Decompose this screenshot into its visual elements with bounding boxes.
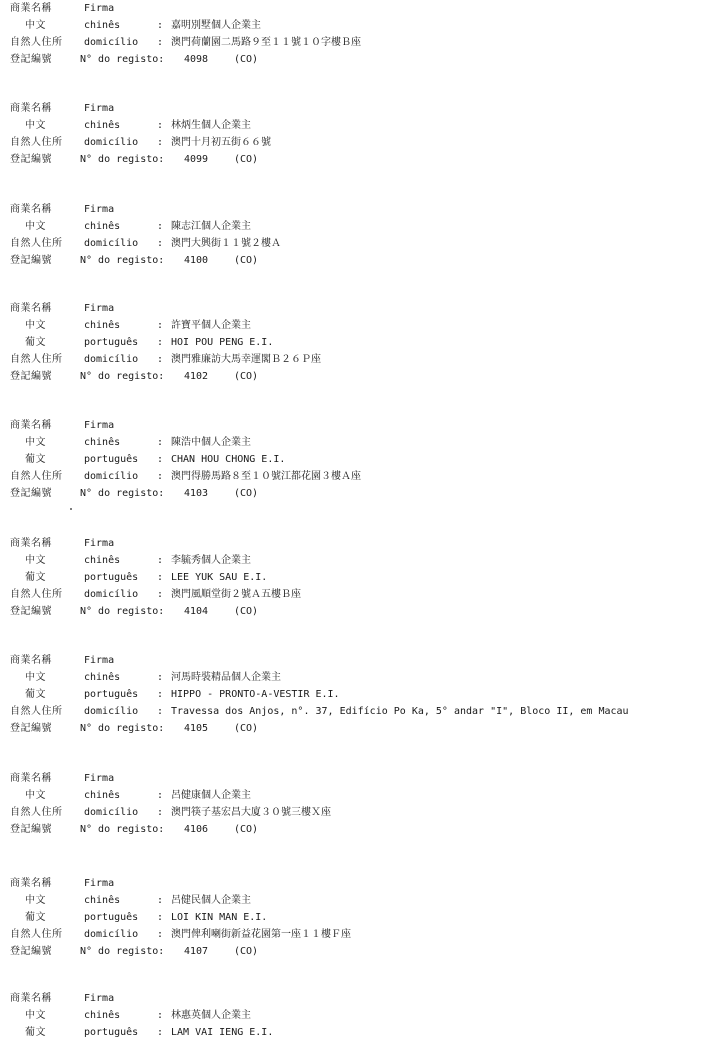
registry-entry (10, 535, 710, 620)
label-pt: N° do registo: (80, 606, 165, 617)
label-zh: 登記編號 (10, 371, 52, 382)
label-zh: 葡文 (25, 912, 46, 923)
chines-line (10, 17, 710, 34)
separator-colon: : (157, 437, 164, 448)
separator-colon: : (157, 20, 164, 31)
field-value: 澳門俾利喇街新益花園第一座１１樓Ｆ座 (171, 929, 351, 940)
registo-line (10, 603, 710, 620)
separator-colon: : (157, 895, 164, 906)
separator-colon: : (157, 137, 164, 148)
separator-colon: : (157, 555, 164, 566)
label-pt: chinês (84, 437, 121, 448)
label-pt: N° do registo: (80, 371, 165, 382)
label-zh: 登記編號 (10, 824, 52, 835)
portugues-line (10, 569, 710, 586)
registo-number: 4104 (184, 606, 209, 617)
chines-line (10, 117, 710, 134)
label-zh: 中文 (25, 895, 46, 906)
label-zh: 商業名稱 (10, 538, 52, 549)
label-pt: Firma (84, 538, 115, 549)
label-zh: 中文 (25, 790, 46, 801)
chines-line (10, 317, 710, 334)
label-pt: português (84, 454, 139, 465)
registo-line (10, 252, 710, 269)
label-pt: chinês (84, 1010, 121, 1021)
label-pt: Firma (84, 303, 115, 314)
label-pt: português (84, 1027, 139, 1038)
field-value: 嘉明別墅個人企業主 (171, 20, 261, 31)
chines-line (10, 218, 710, 235)
registo-number: 4105 (184, 723, 209, 734)
label-zh: 中文 (25, 1010, 46, 1021)
registry-entry (10, 417, 710, 502)
chines-line (10, 1007, 710, 1024)
label-zh: 中文 (25, 437, 46, 448)
chines-line (10, 434, 710, 451)
separator-colon: : (157, 1010, 164, 1021)
field-value: HIPPO - PRONTO-A-VESTIR E.I. (171, 689, 340, 700)
label-zh: 登記編號 (10, 54, 52, 65)
field-value: 陳志江個人企業主 (171, 221, 251, 232)
label-pt: domicílio (84, 354, 139, 365)
portugues-line (10, 686, 710, 703)
label-pt: domicílio (84, 37, 139, 48)
field-value: 陳浩中個人企業主 (171, 437, 251, 448)
label-zh: 葡文 (25, 689, 46, 700)
label-pt: domicílio (84, 238, 139, 249)
label-zh: 商業名稱 (10, 993, 52, 1004)
label-pt: N° do registo: (80, 154, 165, 165)
registry-entry (10, 875, 710, 960)
registry-entry (10, 201, 710, 269)
label-zh: 自然人住所 (10, 238, 63, 249)
label-zh: 自然人住所 (10, 37, 63, 48)
field-value: 澳門十月初五街６６號 (171, 137, 271, 148)
field-value: LEE YUK SAU E.I. (171, 572, 268, 583)
label-pt: domicílio (84, 706, 139, 717)
label-pt: chinês (84, 20, 121, 31)
registo-number: 4106 (184, 824, 209, 835)
registo-suffix: (CO) (234, 946, 259, 957)
label-zh: 商業名稱 (10, 878, 52, 889)
field-value: 許寶平個人企業主 (171, 320, 251, 331)
separator-colon: : (157, 221, 164, 232)
label-zh: 登記編號 (10, 154, 52, 165)
separator-colon: : (157, 807, 164, 818)
field-value: 澳門筷子基宏昌大廈３０號三樓Ｘ座 (171, 807, 331, 818)
field-value: 林惠英個人企業主 (171, 1010, 251, 1021)
chines-line (10, 669, 710, 686)
label-zh: 中文 (25, 120, 46, 131)
label-zh: 登記編號 (10, 606, 52, 617)
registo-suffix: (CO) (234, 606, 259, 617)
registo-number: 4102 (184, 371, 209, 382)
label-zh: 商業名稱 (10, 420, 52, 431)
label-pt: domicílio (84, 807, 139, 818)
field-value: 李毓秀個人企業主 (171, 555, 251, 566)
separator-colon: : (157, 929, 164, 940)
field-value: 澳門大興街１１號２樓Ａ (171, 238, 281, 249)
separator-colon: : (157, 37, 164, 48)
label-pt: Firma (84, 103, 115, 114)
separator-colon: : (157, 672, 164, 683)
field-value: 澳門荷蘭園二馬路９至１１號１０字樓Ｂ座 (171, 37, 361, 48)
label-zh: 商業名稱 (10, 3, 52, 14)
portugues-line (10, 334, 710, 351)
registo-line (10, 368, 710, 385)
label-zh: 自然人住所 (10, 589, 63, 600)
registo-suffix: (CO) (234, 723, 259, 734)
domicilio-line (10, 468, 710, 485)
label-pt: chinês (84, 120, 121, 131)
label-pt: português (84, 337, 139, 348)
label-zh: 自然人住所 (10, 354, 63, 365)
domicilio-line (10, 235, 710, 252)
registo-suffix: (CO) (234, 371, 259, 382)
label-pt: Firma (84, 878, 115, 889)
registo-line (10, 821, 710, 838)
label-zh: 登記編號 (10, 946, 52, 957)
separator-colon: : (157, 589, 164, 600)
field-value: CHAN HOU CHONG E.I. (171, 454, 286, 465)
registry-entry (10, 300, 710, 385)
registo-number: 4100 (184, 255, 209, 266)
field-value: 澳門風順堂街２號Ａ五樓Ｂ座 (171, 589, 301, 600)
label-pt: português (84, 689, 139, 700)
label-zh: 葡文 (25, 572, 46, 583)
registo-suffix: (CO) (234, 255, 259, 266)
separator-colon: : (157, 354, 164, 365)
chines-line (10, 552, 710, 569)
domicilio-line (10, 134, 710, 151)
field-value: 澳門雅廉訪大馬幸運閣Ｂ２６Ｐ座 (171, 354, 321, 365)
separator-colon: : (157, 790, 164, 801)
registry-entry (10, 100, 710, 168)
registry-entry (10, 652, 710, 737)
label-pt: domicílio (84, 137, 139, 148)
label-pt: N° do registo: (80, 255, 165, 266)
label-pt: Firma (84, 3, 115, 14)
label-pt: Firma (84, 993, 115, 1004)
firma-line (10, 100, 710, 117)
field-value: 林炳生個人企業主 (171, 120, 251, 131)
label-zh: 商業名稱 (10, 655, 52, 666)
label-pt: Firma (84, 204, 115, 215)
label-pt: N° do registo: (80, 54, 165, 65)
label-zh: 葡文 (25, 1027, 46, 1038)
registo-number: 4099 (184, 154, 209, 165)
domicilio-line (10, 586, 710, 603)
label-pt: chinês (84, 895, 121, 906)
domicilio-line (10, 926, 710, 943)
field-value: 呂健民個人企業主 (171, 895, 251, 906)
firma-line (10, 535, 710, 552)
label-pt: domicílio (84, 589, 139, 600)
label-pt: Firma (84, 773, 115, 784)
label-zh: 登記編號 (10, 488, 52, 499)
registo-number: 4103 (184, 488, 209, 499)
domicilio-line (10, 351, 710, 368)
label-pt: chinês (84, 555, 121, 566)
label-zh: 葡文 (25, 454, 46, 465)
separator-colon: : (157, 912, 164, 923)
field-value: LOI KIN MAN E.I. (171, 912, 268, 923)
separator-colon: : (157, 320, 164, 331)
label-pt: Firma (84, 420, 115, 431)
field-value: 河馬時裝精品個人企業主 (171, 672, 281, 683)
firma-line (10, 875, 710, 892)
registry-entry (10, 990, 710, 1041)
label-zh: 中文 (25, 555, 46, 566)
field-value: 呂健康個人企業主 (171, 790, 251, 801)
label-pt: N° do registo: (80, 723, 165, 734)
registo-suffix: (CO) (234, 54, 259, 65)
field-value: Travessa dos Anjos, n°. 37, Edifício Po Ka, 5° andar "I", Bloco II, em Macau (171, 706, 629, 717)
registry-entry (10, 770, 710, 838)
registry-entry (10, 0, 710, 68)
firma-line (10, 0, 710, 17)
firma-line (10, 770, 710, 787)
chines-line (10, 892, 710, 909)
label-zh: 商業名稱 (10, 103, 52, 114)
chines-line (10, 787, 710, 804)
label-pt: N° do registo: (80, 946, 165, 957)
scan-speck (70, 508, 72, 510)
firma-line (10, 300, 710, 317)
separator-colon: : (157, 689, 164, 700)
separator-colon: : (157, 337, 164, 348)
domicilio-line (10, 34, 710, 51)
label-pt: N° do registo: (80, 488, 165, 499)
field-value: LAM VAI IENG E.I. (171, 1027, 274, 1038)
label-zh: 自然人住所 (10, 706, 63, 717)
label-pt: chinês (84, 221, 121, 232)
label-zh: 登記編號 (10, 255, 52, 266)
field-value: HOI POU PENG E.I. (171, 337, 274, 348)
registo-suffix: (CO) (234, 154, 259, 165)
domicilio-line (10, 804, 710, 821)
label-pt: Firma (84, 655, 115, 666)
label-zh: 商業名稱 (10, 773, 52, 784)
label-zh: 中文 (25, 221, 46, 232)
label-pt: chinês (84, 790, 121, 801)
portugues-line (10, 451, 710, 468)
label-zh: 商業名稱 (10, 303, 52, 314)
firma-line (10, 652, 710, 669)
field-value: 澳門得勝馬路８至１０號江都花園３樓Ａ座 (171, 471, 361, 482)
portugues-line (10, 909, 710, 926)
label-zh: 中文 (25, 320, 46, 331)
firma-line (10, 201, 710, 218)
label-zh: 商業名稱 (10, 204, 52, 215)
registo-suffix: (CO) (234, 488, 259, 499)
registo-number: 4098 (184, 54, 209, 65)
separator-colon: : (157, 1027, 164, 1038)
registo-line (10, 151, 710, 168)
label-zh: 自然人住所 (10, 137, 63, 148)
separator-colon: : (157, 706, 164, 717)
separator-colon: : (157, 120, 164, 131)
label-zh: 自然人住所 (10, 471, 63, 482)
registo-line (10, 51, 710, 68)
domicilio-line (10, 703, 710, 720)
firma-line (10, 990, 710, 1007)
label-pt: português (84, 572, 139, 583)
separator-colon: : (157, 572, 164, 583)
registo-line (10, 720, 710, 737)
separator-colon: : (157, 454, 164, 465)
registo-line (10, 485, 710, 502)
label-zh: 自然人住所 (10, 929, 63, 940)
label-zh: 中文 (25, 20, 46, 31)
label-pt: chinês (84, 672, 121, 683)
separator-colon: : (157, 471, 164, 482)
label-zh: 自然人住所 (10, 807, 63, 818)
registo-suffix: (CO) (234, 824, 259, 835)
label-pt: chinês (84, 320, 121, 331)
registo-line (10, 943, 710, 960)
separator-colon: : (157, 238, 164, 249)
label-zh: 葡文 (25, 337, 46, 348)
label-pt: N° do registo: (80, 824, 165, 835)
label-pt: domicílio (84, 471, 139, 482)
label-pt: português (84, 912, 139, 923)
registo-number: 4107 (184, 946, 209, 957)
label-zh: 登記編號 (10, 723, 52, 734)
label-zh: 中文 (25, 672, 46, 683)
portugues-line (10, 1024, 710, 1041)
label-pt: domicílio (84, 929, 139, 940)
firma-line (10, 417, 710, 434)
